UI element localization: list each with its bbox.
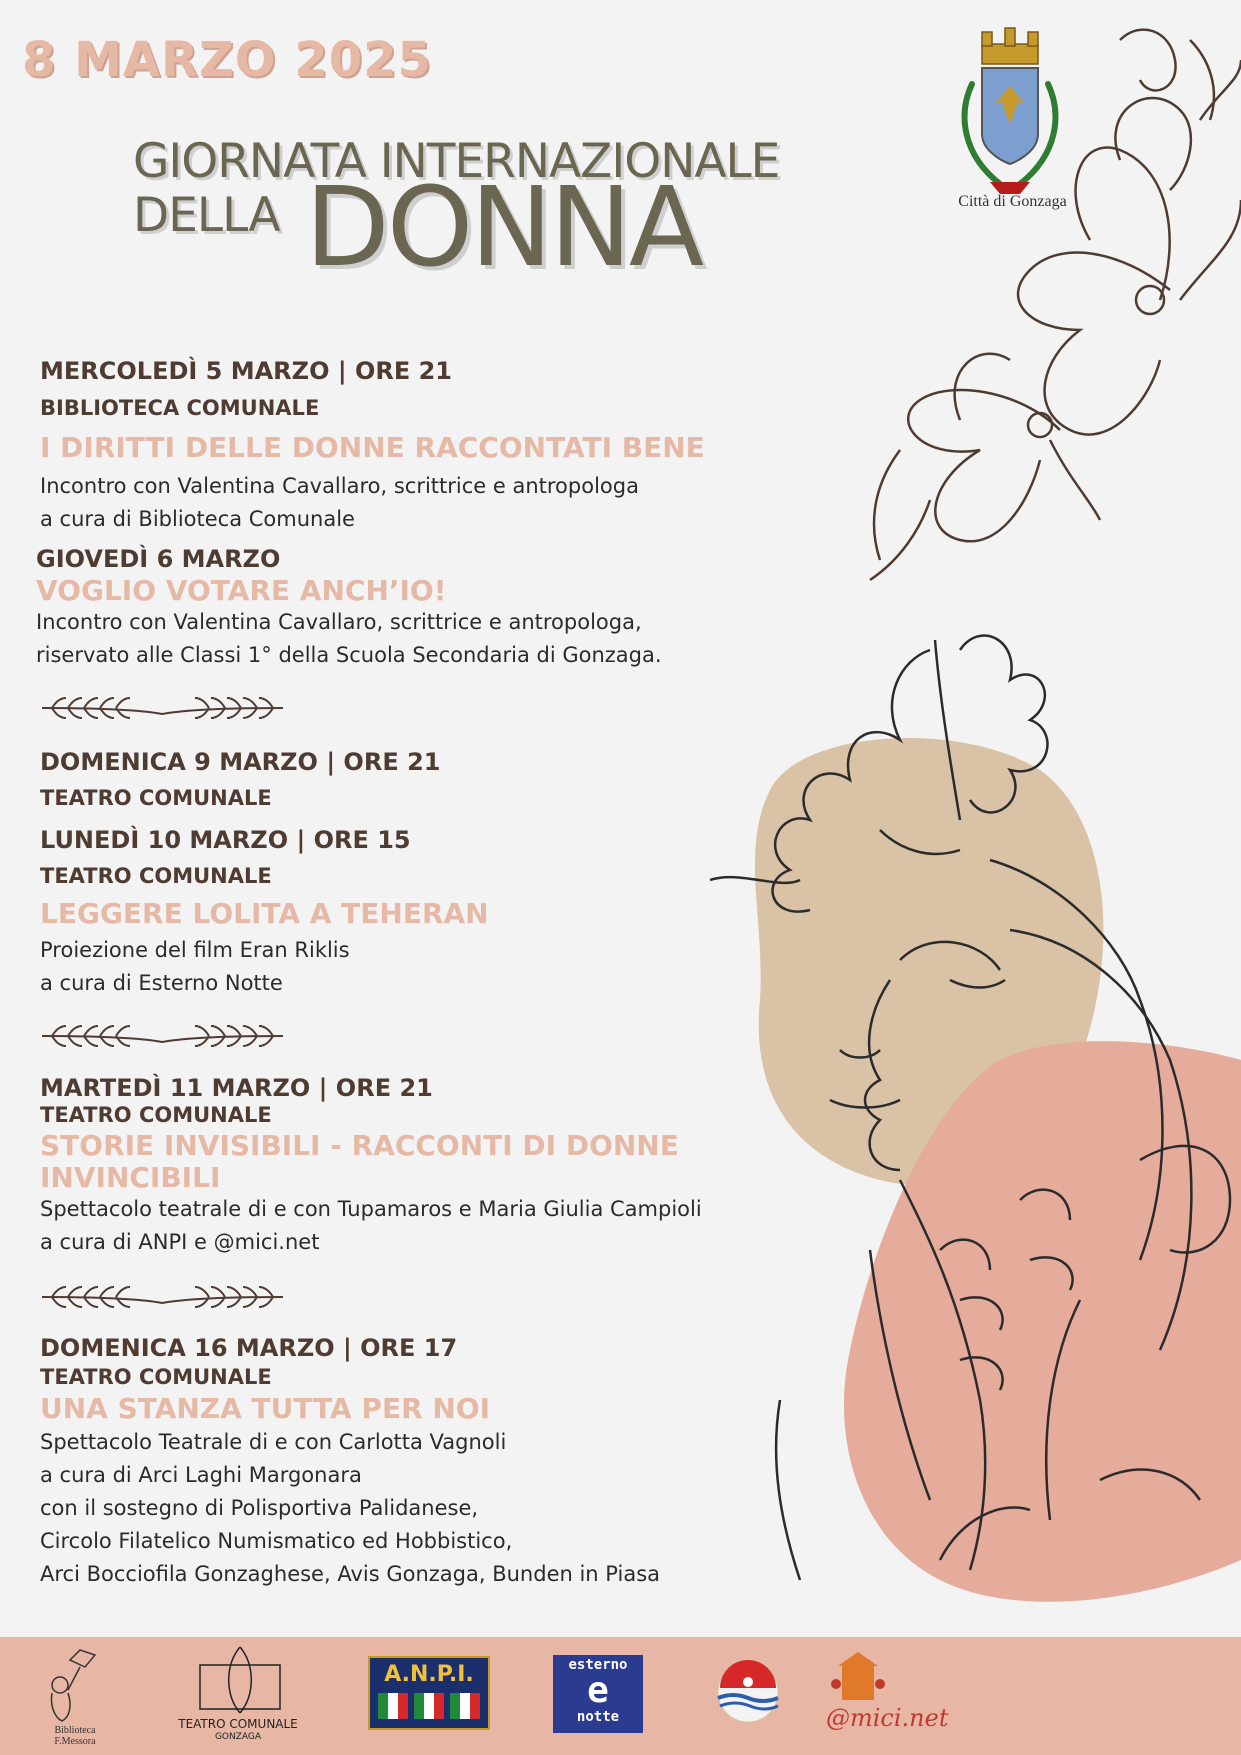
event-4-title-line-1: STORIE INVISIBILI - RACCONTI DI DONNE bbox=[40, 1129, 679, 1162]
laurel-divider-icon bbox=[40, 690, 285, 724]
event-date-title: 8 MARZO 2025 bbox=[22, 32, 432, 88]
anpi-label: A.N.P.I. bbox=[384, 1662, 474, 1687]
amici-net-label: @mici.net bbox=[826, 1704, 949, 1732]
event-3-line-1: Proiezione del film Eran Riklis bbox=[40, 938, 350, 962]
esterno-notte-logo bbox=[553, 1655, 643, 1733]
amici-net-logo-icon bbox=[828, 1648, 888, 1704]
esterno-mid-label: e bbox=[587, 1670, 609, 1711]
event-3-title: LEGGERE LOLITA A TEHERAN bbox=[40, 897, 489, 930]
event-3-where-2: TEATRO COMUNALE bbox=[40, 864, 272, 888]
event-5-line-4: Circolo Filatelico Numismatico ed Hobbistico, bbox=[40, 1529, 513, 1553]
teatro-label-2: GONZAGA bbox=[214, 1732, 262, 1742]
crest-label: Città di Gonzaga bbox=[958, 193, 1067, 210]
title-line-2: DELLA bbox=[133, 188, 280, 243]
event-5-line-5: Arci Bocciofila Gonzaghese, Avis Gonzaga, Bunden in Piasa bbox=[40, 1562, 661, 1586]
esterno-bottom-label: notte bbox=[576, 1709, 620, 1725]
esterno-top-label: esterno bbox=[568, 1657, 628, 1673]
event-5-where: TEATRO COMUNALE bbox=[40, 1365, 272, 1389]
event-4-where: TEATRO COMUNALE bbox=[40, 1103, 272, 1127]
event-1-title: I DIRITTI DELLE DONNE RACCONTATI BENE bbox=[40, 431, 705, 464]
event-1-line-2: a cura di Biblioteca Comunale bbox=[40, 507, 355, 531]
event-3-where: TEATRO COMUNALE bbox=[40, 786, 272, 810]
laurel-divider-icon bbox=[40, 1018, 285, 1052]
flag-icon bbox=[414, 1693, 444, 1719]
event-5-title: UNA STANZA TUTTA PER NOI bbox=[40, 1392, 491, 1425]
event-5-when: DOMENICA 16 MARZO | ORE 17 bbox=[40, 1334, 458, 1362]
laurel-divider-icon bbox=[40, 1279, 285, 1313]
biblioteca-logo-icon bbox=[40, 1645, 110, 1725]
flag-icon bbox=[450, 1693, 480, 1719]
event-1-when: MERCOLEDÌ 5 MARZO | ORE 21 bbox=[40, 357, 452, 385]
event-1-line-1: Incontro con Valentina Cavallaro, scrittrice e antropologa bbox=[40, 474, 639, 498]
anpi-flags bbox=[370, 1693, 488, 1719]
arci-laghi-logo-icon bbox=[708, 1658, 788, 1728]
title-line-1: GIORNATA INTERNAZIONALE bbox=[133, 134, 780, 189]
event-2-line-2: riservato alle Classi 1° della Scuola Secondaria di Gonzaga. bbox=[36, 643, 662, 667]
event-3-line-2: a cura di Esterno Notte bbox=[40, 971, 283, 995]
event-2-title: VOGLIO VOTARE ANCH’IO! bbox=[36, 574, 447, 607]
woman-line-art bbox=[620, 0, 1241, 1640]
event-4-title-line-2: INVINCIBILI bbox=[40, 1161, 221, 1194]
event-5-line-1: Spettacolo Teatrale di e con Carlotta Vagnoli bbox=[40, 1430, 507, 1454]
event-5-line-3: con il sostegno di Polisportiva Palidanese, bbox=[40, 1496, 479, 1520]
event-1-where: BIBLIOTECA COMUNALE bbox=[40, 396, 320, 420]
event-3-when: DOMENICA 9 MARZO | ORE 21 bbox=[40, 748, 441, 776]
anpi-logo bbox=[368, 1656, 490, 1730]
gonzaga-crest-icon bbox=[940, 24, 1080, 214]
teatro-comunale-logo-icon bbox=[195, 1645, 285, 1715]
event-2-when: GIOVEDÌ 6 MARZO bbox=[36, 545, 281, 573]
event-4-when: MARTEDÌ 11 MARZO | ORE 21 bbox=[40, 1074, 433, 1102]
teatro-label-1: TEATRO COMUNALE bbox=[178, 1717, 298, 1731]
flag-icon bbox=[378, 1693, 408, 1719]
event-2-line-1: Incontro con Valentina Cavallaro, scrittrice e antropologa, bbox=[36, 610, 642, 634]
event-3-when-2: LUNEDÌ 10 MARZO | ORE 15 bbox=[40, 826, 411, 854]
event-5-line-2: a cura di Arci Laghi Margonara bbox=[40, 1463, 362, 1487]
event-4-line-1: Spettacolo teatrale di e con Tupamaros e Maria Giulia Campioli bbox=[40, 1197, 702, 1221]
title-big-word: DONNA bbox=[305, 163, 702, 291]
event-4-line-2: a cura di ANPI e @mici.net bbox=[40, 1230, 320, 1254]
biblioteca-label: Biblioteca F.Messora bbox=[54, 1725, 96, 1747]
